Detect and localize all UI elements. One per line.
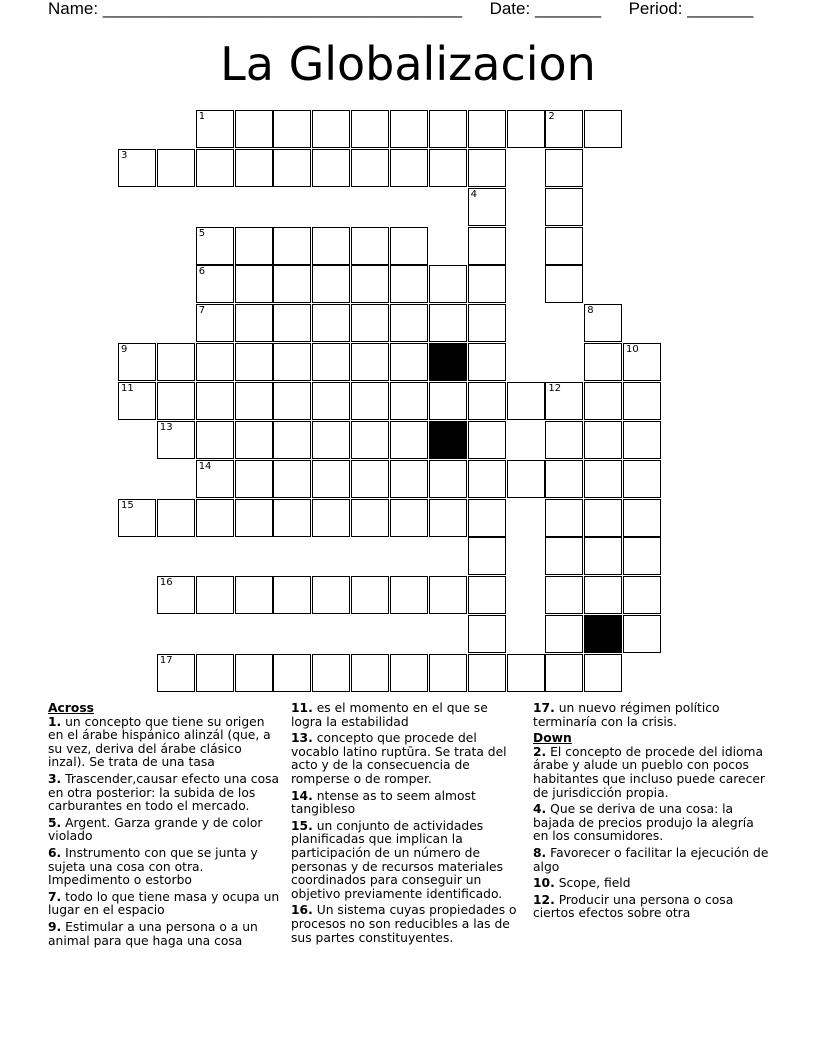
across-clue-list [48,716,280,949]
clue-number: 6. [48,845,62,860]
grid-cell[interactable] [545,149,583,187]
grid-cell[interactable] [429,110,467,148]
grid-cell[interactable] [273,304,311,342]
grid-cell[interactable] [468,576,506,614]
grid-cell[interactable] [157,499,195,537]
grid-cell[interactable] [429,654,467,692]
grid-cell[interactable] [390,460,428,498]
across-heading: Across [48,701,94,715]
clue-item [291,790,521,817]
grid-cell[interactable] [273,499,311,537]
grid-cell[interactable] [623,615,661,653]
grid-cell[interactable] [196,499,234,537]
clue-number: 7. [48,889,62,904]
grid-cell[interactable] [584,382,622,420]
grid-cell[interactable] [623,343,661,381]
clue-text: es el momento en el que se logra la estabilidad [291,701,488,729]
grid-cell[interactable] [235,382,273,420]
date-blank[interactable]: _______ [534,0,602,18]
grid-cell[interactable] [312,654,350,692]
grid-cell[interactable] [468,615,506,653]
clue-number: 4. [533,802,547,817]
grid-cell[interactable] [429,460,467,498]
grid-cell[interactable] [351,576,389,614]
grid-cell[interactable] [351,499,389,537]
clue-number: 16 [159,577,173,589]
grid-cell[interactable] [468,265,506,303]
grid-cell[interactable] [623,382,661,420]
grid-cell[interactable] [312,460,350,498]
grid-cell[interactable] [118,382,156,420]
clue-text: concepto que procede del vocablo latino ruptūra. Se trata del acto y de la consecuencia de romperse o de romper. [291,731,507,786]
grid-cell[interactable] [390,265,428,303]
grid-cell[interactable] [351,149,389,187]
clue-item [48,773,280,814]
clue-text: Argent. Garza grande y de color violado [48,815,263,844]
clue-item [48,716,280,770]
clue-number: 17. [533,701,555,715]
clue-item [533,702,769,729]
clue-number: 7 [198,305,206,317]
grid-cell[interactable] [157,576,195,614]
clue-number: 12 [548,382,562,394]
clue-text: Scope, field [554,876,631,891]
clue-text: ntense as to seem almost tangibleso [291,788,476,817]
clue-number: 9. [48,919,62,934]
clue-item [533,746,769,800]
grid-cell[interactable] [196,576,234,614]
grid-cell[interactable] [235,460,273,498]
clue-item [48,817,280,844]
clues-column-2 [291,702,521,948]
grid-cell[interactable] [351,227,389,265]
grid-cell[interactable] [468,382,506,420]
clue-number: 13 [159,421,173,433]
clue-item [291,702,521,729]
grid-cell[interactable] [584,537,622,575]
grid-cell[interactable] [545,265,583,303]
grid-cell[interactable] [118,149,156,187]
grid-cell[interactable] [507,110,545,148]
grid-cell[interactable] [157,382,195,420]
black-cell [584,615,622,653]
grid-cell[interactable] [273,576,311,614]
grid-cell[interactable] [273,421,311,459]
clue-number: 2. [533,744,547,759]
grid-cell[interactable] [623,576,661,614]
grid-cell[interactable] [545,188,583,226]
grid-cell[interactable] [196,343,234,381]
student-info-line [48,0,753,18]
grid-cell[interactable] [312,382,350,420]
grid-cell[interactable] [390,149,428,187]
grid-cell[interactable] [196,227,234,265]
grid-cell[interactable] [196,460,234,498]
grid-cell[interactable] [468,499,506,537]
grid-cell[interactable] [390,227,428,265]
clue-number: 5. [48,815,62,830]
clue-text: Favorecer o facilitar la ejecución de algo [533,845,769,874]
clue-text: Trascender,causar efecto una cosa en otra posterior: la subida de los carburantes en todo el mercado. [48,771,280,814]
grid-cell[interactable] [429,576,467,614]
grid-cell[interactable] [507,460,545,498]
clue-text: Producir una persona o cosa ciertos efectos sobre otra [533,892,734,921]
grid-cell[interactable] [196,382,234,420]
crossword-grid [118,110,663,692]
grid-cell[interactable] [584,343,622,381]
grid-cell[interactable] [545,499,583,537]
grid-cell[interactable] [468,149,506,187]
grid-cell[interactable] [584,421,622,459]
grid-cell[interactable] [584,576,622,614]
clue-text: Un sistema cuyas propiedades o procesos no son reducibles a las de sus partes constituyentes. [291,903,517,945]
grid-cell[interactable] [235,304,273,342]
grid-cell[interactable] [468,421,506,459]
grid-cell[interactable] [468,304,506,342]
clue-item [291,904,521,945]
grid-cell[interactable] [545,382,583,420]
clue-number: 1 [198,111,206,122]
clue-number: 3. [48,771,62,786]
grid-cell[interactable] [312,576,350,614]
grid-cell[interactable] [235,499,273,537]
clue-text: Instrumento con que se junta y sujeta una cosa con otra. Impedimento o estorbo [48,845,258,888]
down-clue-list [533,746,769,921]
clue-number: 14 [198,460,212,472]
grid-cell[interactable] [429,382,467,420]
grid-cell[interactable] [351,265,389,303]
grid-cell[interactable] [468,227,506,265]
grid-cell[interactable] [351,654,389,692]
grid-cell[interactable] [468,537,506,575]
grid-cell[interactable] [157,421,195,459]
name-blank[interactable]: ______________________________________ [102,0,463,18]
grid-cell[interactable] [118,499,156,537]
grid-cell[interactable] [390,421,428,459]
grid-cell[interactable] [545,110,583,148]
grid-cell[interactable] [312,110,350,148]
clue-item [533,803,769,844]
grid-cell[interactable] [273,227,311,265]
clue-number: 13. [291,731,313,746]
period-blank[interactable]: _______ [687,0,754,18]
clue-number: 15 [121,499,134,511]
clue-number: 1. [48,714,62,729]
grid-cell[interactable] [312,227,350,265]
black-cell [429,343,467,381]
grid-cell[interactable] [468,460,506,498]
clue-text: un conjunto de actividades planificadas que implican la participación de un número de personas y de recursos materiales coordinados para conseguir un objetivo previamente identificado. [291,818,503,901]
grid-cell[interactable] [584,654,622,692]
clue-item [291,732,521,786]
grid-cell[interactable] [545,654,583,692]
clue-item [48,921,280,948]
grid-cell[interactable] [390,576,428,614]
grid-cell[interactable] [390,304,428,342]
grid-cell[interactable] [390,110,428,148]
date-label: Date: [489,0,531,18]
grid-cell[interactable] [157,343,195,381]
grid-cell[interactable] [351,304,389,342]
clue-number: 16. [291,903,313,918]
grid-cell[interactable] [312,304,350,342]
grid-cell[interactable] [623,537,661,575]
grid-cell[interactable] [157,654,195,692]
clue-text: un concepto que tiene su origen en el árabe hispánico alinzál (que, a su vez, deriva del árabe clásico inzal). Se trata de una tasa [48,714,271,770]
grid-cell[interactable] [235,110,273,148]
grid-cell[interactable] [351,343,389,381]
grid-cell[interactable] [273,149,311,187]
grid-cell[interactable] [312,149,350,187]
grid-cell[interactable] [429,265,467,303]
grid-cell[interactable] [545,537,583,575]
clues-column-3 [533,702,769,924]
black-cell [429,421,467,459]
grid-cell[interactable] [545,615,583,653]
grid-cell[interactable] [390,499,428,537]
grid-cell[interactable] [545,576,583,614]
clue-item [48,891,280,918]
grid-cell[interactable] [312,421,350,459]
period-label: Period: [628,0,683,18]
grid-cell[interactable] [390,654,428,692]
grid-cell[interactable] [235,149,273,187]
grid-cell[interactable] [273,382,311,420]
grid-cell[interactable] [157,149,195,187]
clue-number: 10. [533,876,555,891]
clue-number: 2 [548,111,555,122]
grid-cell[interactable] [273,654,311,692]
clue-number: 14. [291,788,313,803]
clue-number: 5 [198,227,206,239]
clue-number: 9 [121,344,128,356]
across-clue-list-continued [291,702,521,945]
clue-item [533,847,769,874]
clue-number: 15. [291,818,313,833]
grid-cell[interactable] [273,110,311,148]
grid-cell[interactable] [273,265,311,303]
grid-cell[interactable] [312,265,350,303]
grid-cell[interactable] [468,654,506,692]
grid-cell[interactable] [468,110,506,148]
grid-cell[interactable] [196,110,234,148]
clue-text: Estimular a una persona o a un animal para que haga una cosa [48,919,258,948]
down-heading: Down [533,731,572,746]
grid-cell[interactable] [507,654,545,692]
grid-cell[interactable] [196,304,234,342]
grid-cell[interactable] [235,265,273,303]
grid-cell[interactable] [312,343,350,381]
grid-cell[interactable] [390,382,428,420]
grid-cell[interactable] [507,382,545,420]
grid-cell[interactable] [623,460,661,498]
grid-cell[interactable] [429,304,467,342]
grid-cell[interactable] [623,421,661,459]
clue-number: 4 [470,188,478,200]
grid-cell[interactable] [545,421,583,459]
clue-number: 11 [121,382,134,394]
clue-text: El concepto de procede del idioma árabe y alude un pueblo con pocos habitantes que incluso puede carecer de jurisdicción propia. [533,744,765,800]
grid-cell[interactable] [235,227,273,265]
grid-cell[interactable] [468,343,506,381]
grid-cell[interactable] [351,460,389,498]
grid-cell[interactable] [584,499,622,537]
clue-number: 11. [291,701,313,715]
clue-text: todo lo que tiene masa y ocupa un lugar en el espacio [48,889,280,918]
grid-cell[interactable] [351,421,389,459]
clues-column-1 [48,702,280,951]
grid-cell[interactable] [312,499,350,537]
clue-item [48,847,280,888]
grid-cell[interactable] [429,499,467,537]
clue-number: 6 [198,266,206,278]
clue-number: 10 [626,344,639,356]
grid-cell[interactable] [273,460,311,498]
clue-number: 8 [587,305,594,317]
clue-text: Que se deriva de una cosa: la bajada de precios produjo la alegría en los consumidores. [533,802,754,844]
grid-cell[interactable] [196,265,234,303]
clue-text: un nuevo régimen político terminaría con la crisis. [533,701,720,729]
clue-number: 3 [121,149,128,161]
grid-cell[interactable] [235,343,273,381]
grid-cell[interactable] [429,149,467,187]
grid-cell[interactable] [273,343,311,381]
grid-cell[interactable] [196,421,234,459]
clue-item [533,877,769,891]
grid-cell[interactable] [390,343,428,381]
clue-number: 12. [533,892,555,907]
grid-cell[interactable] [584,110,622,148]
grid-cell[interactable] [468,188,506,226]
grid-cell[interactable] [118,343,156,381]
grid-cell[interactable] [235,654,273,692]
grid-cell[interactable] [196,149,234,187]
grid-cell[interactable] [351,110,389,148]
grid-cell[interactable] [584,460,622,498]
grid-cell[interactable] [623,499,661,537]
grid-cell[interactable] [235,421,273,459]
name-label: Name: [48,0,99,18]
grid-cell[interactable] [545,460,583,498]
clue-number: 17 [159,654,173,666]
grid-cell[interactable] [351,382,389,420]
grid-cell[interactable] [235,576,273,614]
clue-item [291,820,521,902]
puzzle-title: La Globalizacion [220,37,596,91]
grid-cell[interactable] [545,227,583,265]
clue-item [533,894,769,921]
clue-number: 8. [533,845,547,860]
grid-cell[interactable] [584,304,622,342]
across-clue-list-end [533,702,769,729]
grid-cell[interactable] [196,654,234,692]
